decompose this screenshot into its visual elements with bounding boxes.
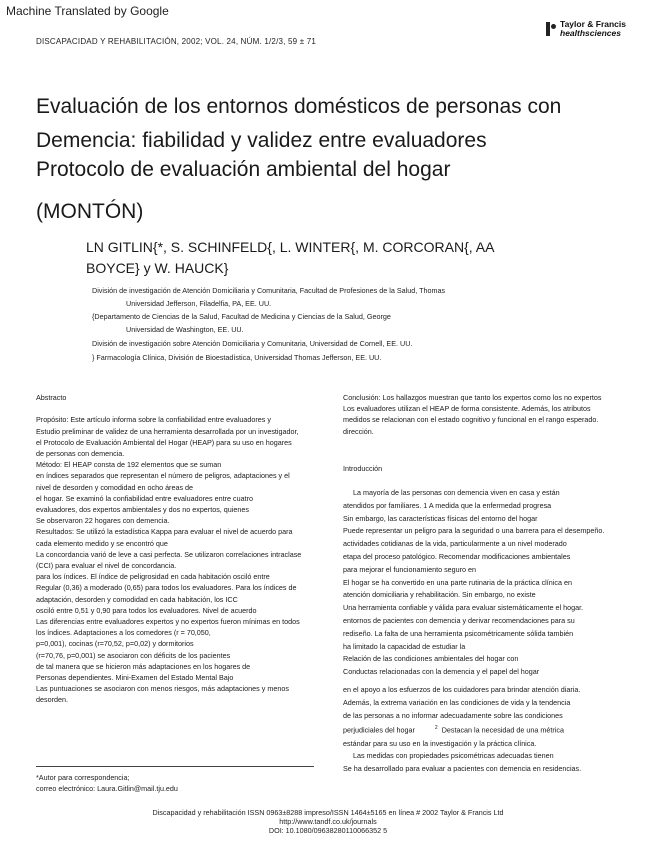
abstract-heading: Abstracto [36, 393, 67, 402]
affiliation-line: Universidad de Washington, EE. UU. [126, 325, 244, 334]
abstract-line: desorden. [36, 695, 68, 705]
intro-line: atendidos por familiares. 1 A medida que la enfermedad progresa [343, 500, 552, 510]
abstract-line: adaptación, desorden y comodidad en cada habitación, los ICC [36, 594, 238, 604]
conclusion-line: Conclusión: Los hallazgos muestran que tanto los expertos como los no expertos [343, 393, 602, 402]
intro-line: rediseño. La falta de una herramienta psicométricamente sólida también [343, 628, 574, 638]
abstract-line: en índices separados que representan el número de peligros, adaptaciones y el [36, 471, 290, 481]
footer-doi: DOI: 10.1080/09638280110066352 5 [268, 826, 388, 835]
intro-line: etapa del proceso patológico. Recomendar modificaciones ambientales [343, 551, 571, 561]
abstract-line: para los índices. El índice de peligrosidad en cada habitación osciló entre [36, 572, 270, 582]
authors-line-1: LN GITLIN{*, S. SCHINFELD{, L. WINTER{, M. CORCORAN{, AA [86, 239, 495, 255]
abstract-line: nivel de desorden y comodidad en ocho áreas de [36, 482, 194, 492]
abstract-line: de tal manera que se hicieron más adaptaciones en los hogares de [36, 661, 251, 671]
abstract-line: Personas dependientes. Mini-Examen del Estado Mental Bajo [36, 673, 234, 683]
abstract-line: (r=70,76, p=0,001) se asociaron con déficits de los pacientes [36, 650, 231, 660]
abstract-line: el Protocolo de Evaluación Ambiental del Hogar (HEAP) para su uso en hogares [36, 437, 292, 447]
conclusion-line: Los evaluadores utilizan el HEAP de forma consistente. Además, los atributos [343, 404, 591, 414]
publisher-logo-line1: Taylor & Francis [560, 19, 626, 29]
introduction-heading: Introducción [343, 464, 383, 473]
citation-superscript: 2 [434, 725, 438, 732]
abstract-line: Resultados: Se utilizó la estadística Kappa para evaluar el nivel de acuerdo para [36, 527, 293, 537]
publisher-logo-icon [546, 22, 556, 36]
affiliation-line: División de investigación sobre Atención Domiciliaria y Comunitaria, Universidad de Cornell, EE. UU. [92, 339, 413, 348]
publisher-logo-line2: healthsciences [560, 28, 621, 38]
abstract-line: osciló entre 0,51 y 0,90 para todos los evaluadores. Nivel de acuerdo [36, 605, 257, 615]
introduction-body [343, 487, 635, 776]
author-list [86, 237, 606, 279]
title-line-3: Protocolo de evaluación ambiental del hogar [36, 158, 451, 181]
intro-line: perjudiciales del hogar $^2$ Destacan la necesidad de una métrica [343, 725, 564, 735]
intro-line: El hogar se ha convertido en una parte rutinaria de la práctica clínica en [343, 577, 572, 587]
intro-line: ha limitado la capacidad de estudiar la [343, 641, 466, 651]
affiliation-line: {Departamento de Ciencias de la Salud, Facultad de Medicina y Ciencias de la Salud, George [92, 312, 391, 321]
affiliation-line: División de investigación de Atención Domiciliaria y Comunitaria, Facultad de Profesiones de la Salud, Thomas [92, 286, 446, 295]
affiliation-line: } Farmacología Clínica, División de Bioestadística, Universidad Thomas Jefferson, EE. UU. [92, 353, 382, 362]
abstract-line: el hogar. Se examinó la confiabilidad entre evaluadores entre cuatro [36, 493, 253, 503]
footer-issn: Discapacidad y rehabilitación ISSN 0963±8288 impreso/ISSN 1464±5165 en línea # 2002 Taylor & Francis Ltd [152, 808, 504, 817]
conclusion-line: dirección. [343, 426, 374, 436]
machine-translation-banner: Machine Translated by Google [6, 4, 169, 18]
intro-line: actividades cotidianas de la vida, particularmente a un nivel moderado [343, 539, 567, 549]
intro-line: Conductas relacionadas con la demencia y el papel del hogar [343, 667, 540, 677]
footnote-line: correo electrónico: Laura.Gitlin@mail.tju.edu [36, 784, 178, 793]
abstract-line: Las puntuaciones se asociaron con menos riesgos, más adaptaciones y menos [36, 684, 289, 694]
title-line-4: (MONTÓN) [36, 200, 144, 223]
title-line-2: Demencia: fiabilidad y validez entre evaluadores [36, 129, 487, 152]
conclusion-block [343, 392, 633, 437]
intro-line: para mejorar el funcionamiento seguro en [343, 564, 477, 574]
footnote-rule [36, 766, 314, 767]
abstract-line: Propósito: Este artículo informa sobre la confiabilidad entre evaluadores y [36, 415, 271, 425]
abstract-line: de personas con demencia. [36, 449, 125, 459]
abstract-line: Método: El HEAP consta de 192 elementos que se suman [36, 460, 222, 470]
title-line-1: Evaluación de los entornos domésticos de personas con [36, 95, 562, 118]
authors-line-2: BOYCE} y W. HAUCK} [86, 260, 229, 276]
footnote-line: *Autor para correspondencia; [36, 773, 130, 782]
intro-line: Sin embargo, las características físicas del entorno del hogar [343, 513, 538, 523]
abstract-line: cada elemento medido y se encontró que [36, 538, 168, 548]
abstract-column [36, 392, 318, 706]
intro-line: estándar para su uso en la investigación y la práctica clínica. [343, 738, 537, 748]
journal-citation: DISCAPACIDAD Y REHABILITACIÓN, 2002; VOL. 24, NÚM. 1/2/3, 59 ± 71 [36, 37, 317, 46]
footnote [36, 772, 178, 794]
intro-line: Una herramienta confiable y válida para evaluar sistemáticamente el hogar. [343, 603, 584, 613]
publisher-logo [546, 20, 626, 38]
abstract-line: Regular (0,36) a moderado (0,65) para todos los evaluadores. Para los índices de [36, 583, 297, 593]
abstract-line: Las diferencias entre evaluadores expertos y no expertos fueron mínimas en todos [36, 617, 300, 627]
intro-line: atención domiciliaria y rehabilitación. Sin embargo, no existe [343, 590, 536, 600]
intro-line: entornos de pacientes con demencia y derivar recomendaciones para su [343, 615, 575, 625]
intro-line: La mayoría de las personas con demencia viven en casa y están [353, 488, 560, 497]
intro-line: Relación de las condiciones ambientales del hogar con [343, 654, 519, 664]
abstract-line: (CCI) para evaluar el nivel de concordancia. [36, 561, 177, 571]
intro-line: en el apoyo a los esfuerzos de los cuidadores para brindar atención diaria. [343, 684, 581, 694]
abstract-line: Se observaron 22 hogares con demencia. [36, 516, 170, 526]
intro-line: Puede representar un peligro para la seguridad o una barrera para el desempeño. [343, 526, 605, 536]
abstract-line: evaluadores, dos expertos ambientales y dos no expertos, quienes [36, 505, 249, 515]
intro-line: Además, la extrema variación en las condiciones de vida y la tendencia [343, 697, 571, 707]
abstract-line: los índices. Adaptaciones a los comedores (r = 70,050, [36, 628, 211, 638]
abstract-line: La concordancia varió de leve a casi perfecta. Se utilizaron correlaciones intraclase [36, 549, 302, 559]
affiliations [92, 284, 612, 364]
intro-line: de las personas a no informar adecuadamente sobre las condiciones [343, 710, 563, 720]
intro-line: Las medidas con propiedades psicométricas adecuadas tienen [353, 751, 554, 761]
footer-url: http://www.tandf.co.uk/journals [279, 817, 377, 826]
abstract-line: Estudio preliminar de validez de una herramienta desarrollada por un investigador, [36, 426, 299, 436]
affiliation-line: Universidad Jefferson, Filadelfia, PA, EE. UU. [126, 299, 272, 308]
conclusion-line: medidos se relacionan con el estado cognitivo y funcional en el rango esperado. [343, 415, 599, 425]
abstract-line: p=0,001), cocinas (r=70,52, p=0,02) y dormitorios [36, 639, 194, 649]
intro-line: Se ha desarrollado para evaluar a pacientes con demencia en residencias. [343, 764, 582, 774]
